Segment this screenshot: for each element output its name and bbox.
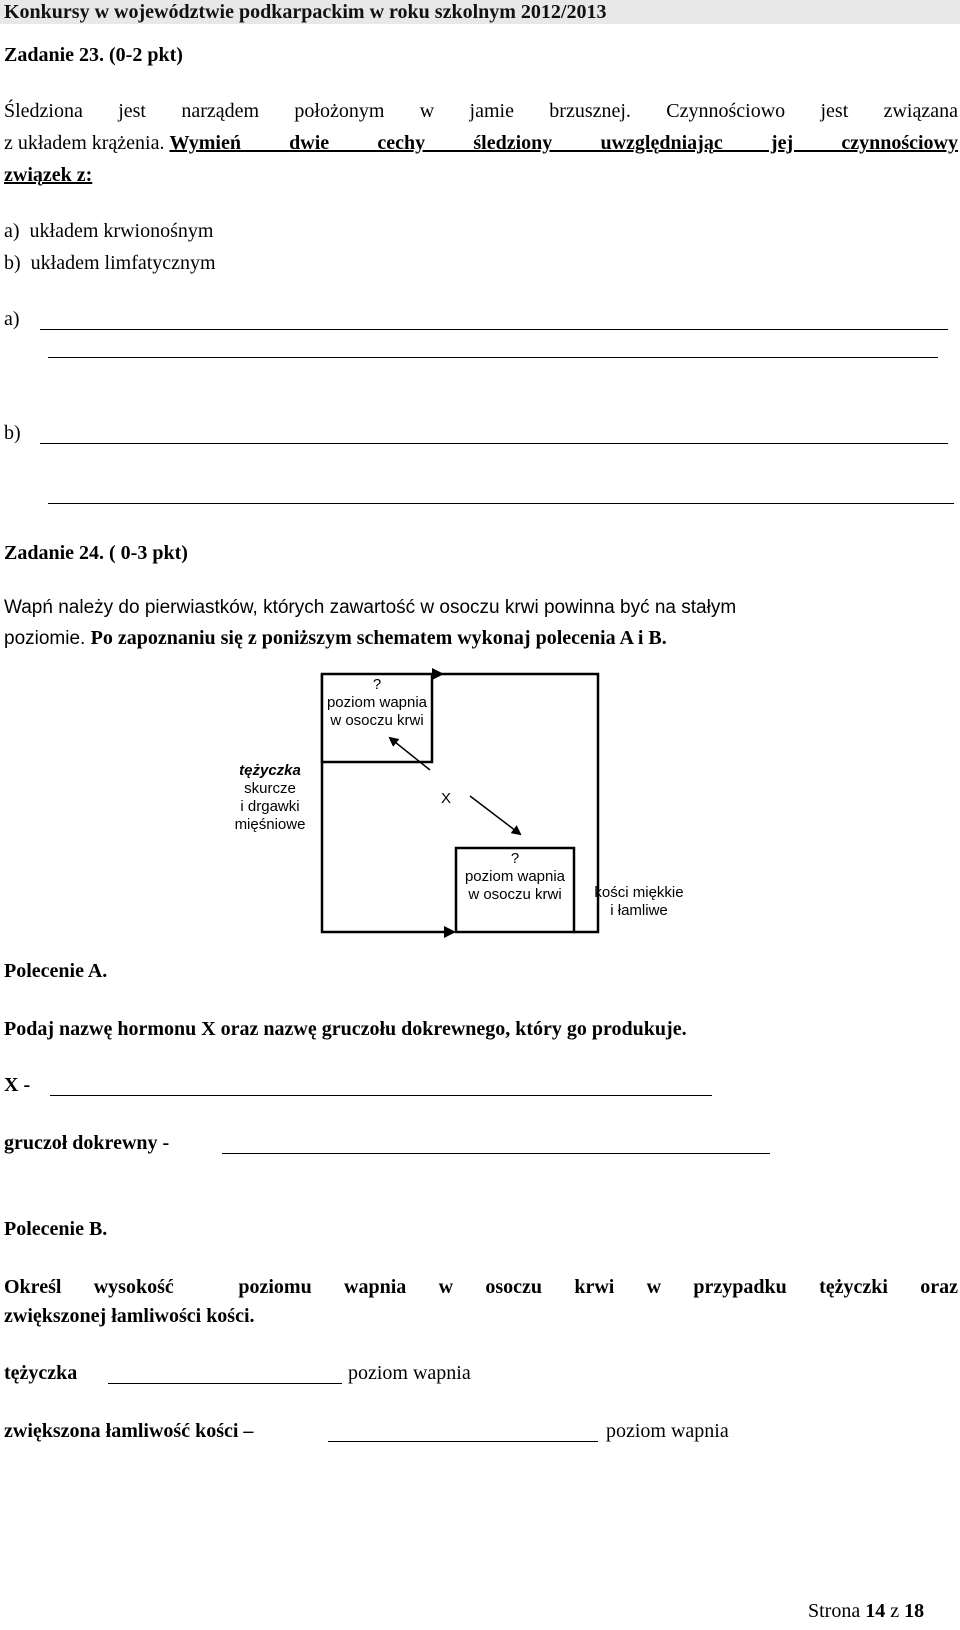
answer-b-label: b) [4,422,21,444]
top-box-line2: w osoczu krwi [330,712,424,729]
answer-b-line-1[interactable] [40,443,948,444]
arrow-to-bottom-icon [470,796,520,834]
bones-line1: kości miękkie [594,884,684,901]
tetany-row-suffix: poziom wapnia [348,1362,471,1384]
frame-arrow-right-icon [444,926,456,938]
tetany-line1: skurcze [244,780,296,797]
bones-line2: i łamliwe [610,902,668,919]
page-total: 18 [904,1600,925,1622]
hormone-label: X - [4,1074,31,1096]
task24-line2-prefix: poziomie. [4,628,91,649]
task24-text-line1: Wapń należy do pierwiastków, których zawartość w osoczu krwi powinna być na stałym [4,597,737,618]
task23-option-b: b) układem limfatycznym [4,252,216,274]
tetany-label [230,762,310,834]
bones-answer-line[interactable] [328,1441,598,1442]
bones-row-label: zwiększona łamliwość kości – [4,1420,254,1442]
page-sep: z [885,1600,905,1622]
task23-instruction: Wymień dwie cechy śledziony uwzględniając jej czynnościowy [169,132,958,154]
answer-a-label: a) [4,308,20,330]
hormone-answer-line[interactable] [50,1095,712,1096]
tetany-line3: mięśniowe [234,816,306,833]
commandB-text-line2: zwiększonej łamliwości kości. [4,1305,255,1327]
calcium-diagram [230,660,684,950]
answer-a-line-2[interactable] [48,357,938,358]
answer-a-line-1[interactable] [40,329,948,330]
task23-text-line2 [4,132,958,155]
top-box-line1: poziom wapnia [326,694,428,711]
hormon-x-label: X [440,790,451,807]
bottom-box-line1: poziom wapnia [464,868,566,885]
task24-instruction: Po zapoznaniu się z poniższym schematem wykonaj polecenia A i B. [90,627,667,649]
commandA-text: Podaj nazwę hormonu X oraz nazwę gruczołu dokrewnego, który go produkuje. [4,1018,687,1040]
tetany-line2: i drgawki [240,798,300,815]
task23-line2-prefix: z układem krążenia. [4,132,170,154]
task23-text-line1: Śledziona jest narządem położonym w jamie brzusznej. Czynnościowo jest związana [4,100,958,122]
frame-arrow-left-icon [432,668,444,680]
bottom-box-line2: w osoczu krwi [468,886,562,903]
bottom-box-text [456,850,574,904]
tetany-title: tężyczka [239,762,301,779]
bones-row-suffix: poziom wapnia [606,1420,729,1442]
answer-b-line-2[interactable] [48,503,954,504]
task23-title: Zadanie 23. (0-2 pkt) [4,44,183,66]
gland-label: gruczoł dokrewny - [4,1132,170,1154]
tetany-row-label: tężyczka [4,1362,78,1384]
tetany-answer-line[interactable] [108,1383,342,1384]
bottom-box-q: ? [510,850,520,867]
task23-option-a: a) układem krwionośnym [4,220,214,242]
page-prefix: Strona [808,1600,866,1622]
task24-text-line2 [4,627,667,650]
commandB-text-line1: Określ wysokość poziomu wapnia w osoczu krwi w przypadku tężyczki oraz [4,1276,958,1298]
commandA-title: Polecenie A. [4,960,108,982]
page-number [808,1600,924,1623]
page-current: 14 [865,1600,886,1622]
task24-title: Zadanie 24. ( 0-3 pkt) [4,542,188,564]
gland-answer-line[interactable] [222,1153,770,1154]
commandB-title: Polecenie B. [4,1218,108,1240]
bones-label-inner [584,884,694,920]
top-box-q: ? [372,676,382,693]
top-box-text [322,676,432,730]
page-header-title: Konkursy w województwie podkarpackim w roku szkolnym 2012/2013 [4,1,607,23]
task23-instruction-cont: związek z: [4,164,93,186]
